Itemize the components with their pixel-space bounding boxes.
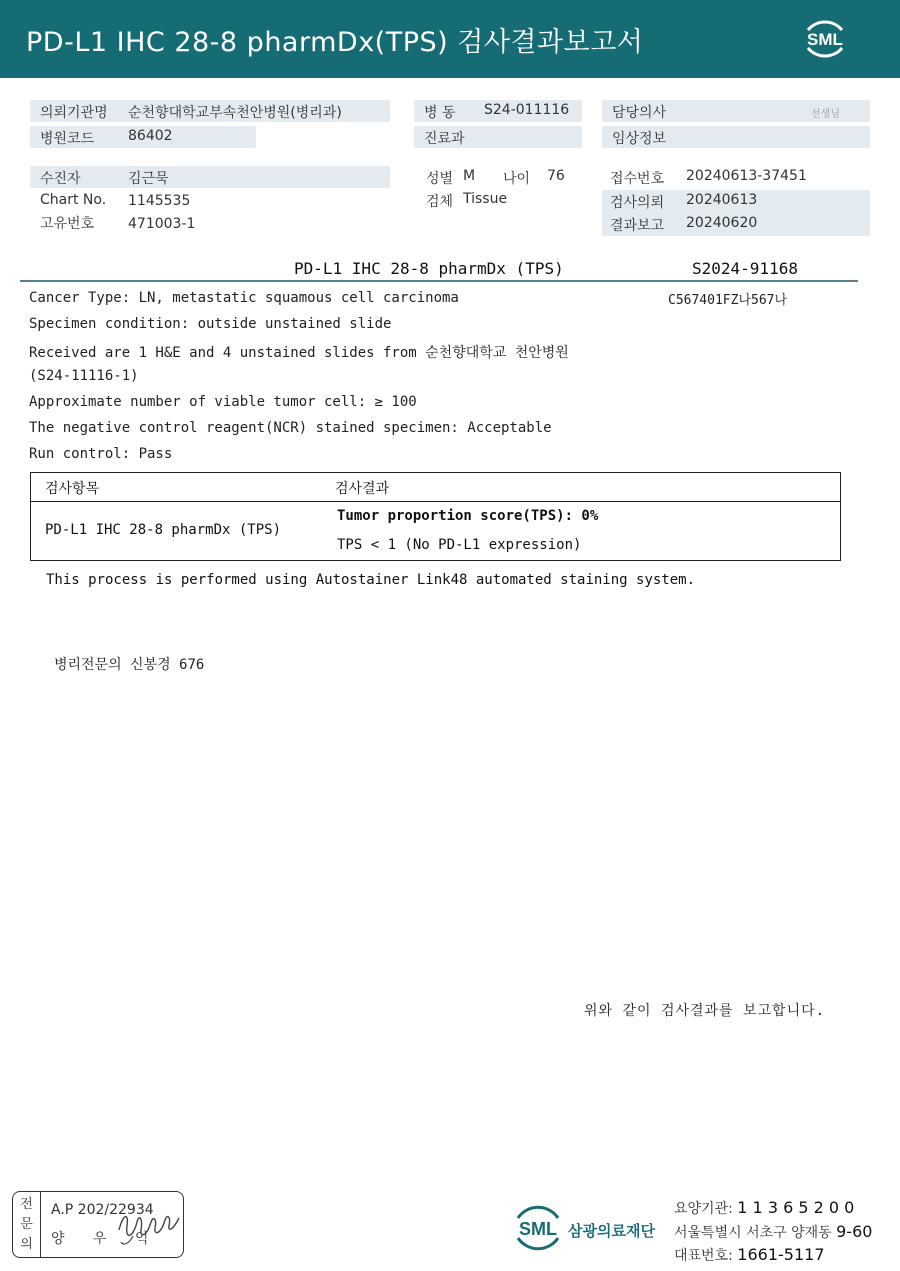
- stamp-ap-number: A.P 202/22934: [51, 1202, 154, 1218]
- result-table: [30, 472, 841, 561]
- report-label: 결과보고: [610, 218, 665, 234]
- report-line: Approximate number of viable tumor cell: ≥ 100: [29, 394, 417, 410]
- institution-label: 의뢰기관명: [40, 105, 108, 121]
- id-label: 고유번호: [40, 216, 95, 232]
- svg-text:SML: SML: [807, 30, 843, 49]
- table-divider: [31, 501, 840, 502]
- ward-row: [414, 100, 582, 122]
- sex-label: 성별: [426, 171, 454, 187]
- report-divider: [20, 280, 858, 282]
- ward-value: S24-011116: [484, 102, 570, 118]
- report-line: (S24-11116-1): [29, 368, 139, 384]
- report-line: The negative control reagent(NCR) stained specimen: Acceptable: [29, 420, 552, 436]
- sex-value: M: [463, 168, 476, 184]
- reception-label: 접수번호: [610, 171, 665, 187]
- sml-footer-logo-icon: [508, 1198, 568, 1256]
- page-title: PD-L1 IHC 28-8 pharmDx(TPS) 검사결과보고서: [26, 27, 644, 58]
- doctor-label: 담당의사: [612, 105, 667, 121]
- ward-label: 병 동: [424, 105, 456, 121]
- report-line: Received are 1 H&E and 4 unstained slides from 순천향대학교 천안병원: [29, 345, 569, 361]
- patient-row: [30, 166, 390, 188]
- report-line: Run control: Pass: [29, 446, 173, 462]
- doctor-row: [602, 100, 870, 122]
- report-number: S2024-91168: [692, 259, 798, 278]
- agency-line: 요양기관: 1 1 3 6 5 2 0 0: [674, 1198, 855, 1217]
- chart-label: Chart No.: [40, 192, 107, 208]
- report-line: Cancer Type: LN, metastatic squamous cell carcinoma: [29, 290, 459, 306]
- clinical-row: [602, 126, 870, 148]
- institution-row: [30, 100, 390, 122]
- signature-icon: [113, 1200, 183, 1250]
- request-value: 20240613: [686, 192, 758, 208]
- test-result-interpretation: TPS < 1 (No PD-L1 expression): [337, 537, 582, 553]
- report-code: C567401FZ나567나: [668, 293, 788, 308]
- specimen-value: Tissue: [463, 191, 508, 207]
- process-note: This process is performed using Autostainer Link48 automated staining system.: [46, 572, 696, 588]
- chart-value: 1145535: [128, 193, 191, 209]
- report-value: 20240620: [686, 215, 758, 231]
- test-result-score: Tumor proportion score(TPS): 0%: [337, 508, 599, 524]
- report-line: Specimen condition: outside unstained slide: [29, 316, 392, 332]
- request-label: 검사의뢰: [610, 195, 665, 211]
- report-title: PD-L1 IHC 28-8 pharmDx (TPS): [294, 259, 564, 278]
- id-value: 471003-1: [128, 216, 196, 232]
- closing-statement: 위와 같이 검사결과를 보고합니다.: [584, 1003, 826, 1019]
- sml-logo-icon: [800, 14, 850, 64]
- stamp-name: 양 우 익: [51, 1231, 161, 1247]
- institution-value: 순천향대학교부속천안병원(병리과): [128, 105, 342, 121]
- col-item-header: 검사항목: [45, 481, 100, 497]
- dates-block: [602, 190, 870, 236]
- hospital-code-value: 86402: [128, 128, 173, 144]
- dept-label: 진료과: [424, 131, 465, 147]
- col-result-header: 검사결과: [335, 481, 390, 497]
- svg-text:SML: SML: [519, 1219, 557, 1239]
- hospital-code-row: [30, 126, 256, 148]
- phone-line: 대표번호: 1661-5117: [674, 1245, 825, 1264]
- specimen-label: 검체: [426, 194, 454, 210]
- test-item: PD-L1 IHC 28-8 pharmDx (TPS): [45, 522, 282, 538]
- org-name: 삼광의료재단: [568, 1222, 655, 1240]
- patient-label: 수진자: [40, 171, 81, 187]
- age-value: 76: [547, 168, 565, 184]
- age-label: 나이: [503, 171, 531, 187]
- pathologist: 병리전문의 신봉경 676: [54, 657, 205, 673]
- clinical-label: 임상정보: [612, 131, 667, 147]
- header-bar: [0, 0, 900, 78]
- hospital-code-label: 병원코드: [40, 131, 95, 147]
- dept-row: [414, 126, 582, 148]
- specialist-stamp: [12, 1191, 184, 1258]
- doctor-suffix: 선생님: [811, 109, 840, 120]
- stamp-side-label: 전 문 의: [13, 1192, 41, 1257]
- patient-value: 김근묵: [128, 171, 169, 187]
- address-line: 서울특별시 서초구 양재동 9-60: [674, 1222, 873, 1241]
- reception-value: 20240613-37451: [686, 168, 807, 184]
